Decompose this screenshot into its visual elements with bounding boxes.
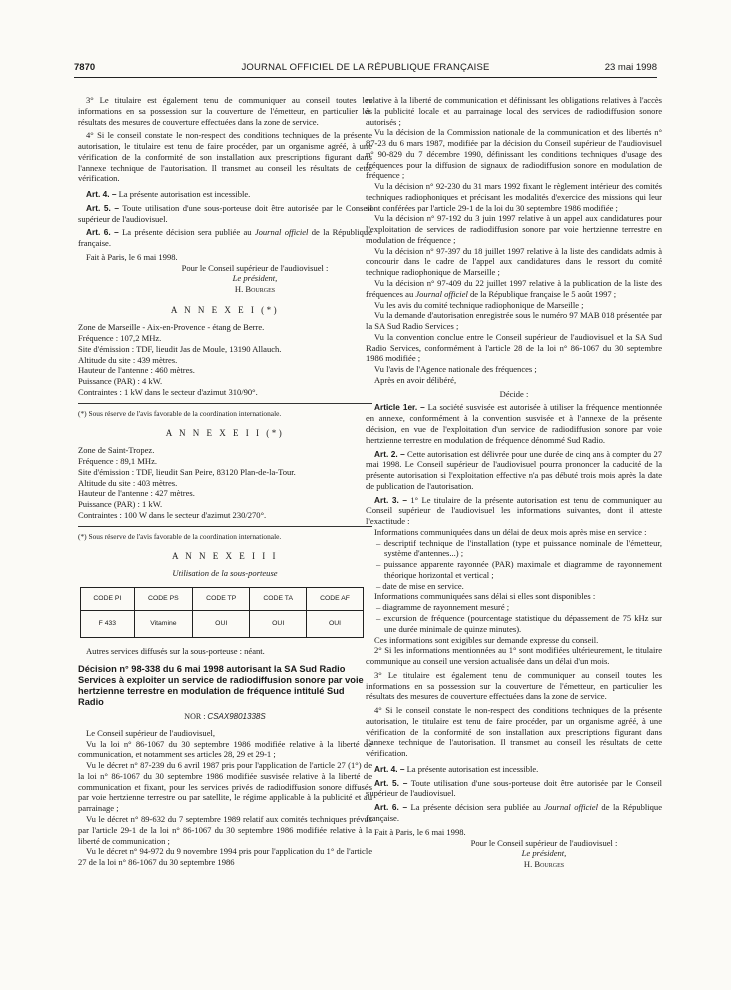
annexe-line: Hauteur de l'antenne : 427 mètres.: [78, 488, 195, 499]
paragraph: Vu l'avis de l'Agence nationale des fréquences ;: [374, 364, 537, 375]
paragraph: Informations communiquées sans délai si elles sont disponibles :: [374, 591, 596, 602]
table-header: CODE TP: [193, 588, 250, 611]
article-label: Article 1er. –: [374, 402, 425, 413]
paragraph: Ces informations sont exigibles sur demande expresse du conseil.: [374, 634, 599, 645]
table-header: CODE PI: [81, 588, 135, 611]
paragraph: Vu la décision de la Commission nationale de la communication et des libertés n° 87-23 du 6 mars 1987, modifiée par la décision du Conseil supérieur de l'audiovisuel n° 90-829 du 7 décembre 1990, définissant les conditions techniques d'usage des fréquences pour la diffusion de signaux de radiodiffusion sonore en modulation de fréquence ;: [366, 127, 662, 181]
article-text: Cette autorisation est délivrée pour une durée de cinq ans à compter du 27 mai 1998. Le Conseil supérieur de l'audiovisuel pourra prononcer la caducité de la présente autorisation si l'exploitation effective n'a pas débuté trois mois après la date de publication de l'autorisation.: [366, 448, 663, 491]
annexe-line: Zone de Saint-Tropez.: [78, 445, 155, 456]
annexe-line: Fréquence : 89,1 MHz.: [78, 456, 158, 467]
paragraph: 3° Le titulaire est également tenu de communiquer au conseil toutes les informations en sa possession sur la couverture de l'émetteur, en particulier les résultats des mesures de couverture effectuées dans la zone de service.: [366, 669, 662, 702]
paragraph: Vu le décret n° 89-632 du 7 septembre 1989 relatif aux comités techniques prévus par l'article 29-1 de la loi n° 86-1067 du 30 septembre 1986 modifiée relative à la liberté de communication ;: [78, 813, 372, 846]
paragraph: Vu la décision n° 92-230 du 31 mars 1992 fixant le règlement intérieur des comités techniques radiophoniques et précisant les modalités d'exercice des missions qui leur sont conférées par l'article 29-1 de la loi du 30 septembre 1986 modifiée ;: [366, 181, 662, 213]
paragraph: Vu la loi n° 86-1067 du 30 septembre 1986 modifiée relative à la liberté de communication, et notamment ses articles 28, 29 et 29-1 ;: [78, 738, 372, 760]
signature-for: Pour le Conseil supérieur de l'audiovisuel :: [181, 262, 329, 273]
list-item: – diagramme de rayonnement mesuré ;: [376, 602, 510, 613]
list-item: – date de mise en service.: [376, 580, 464, 591]
paragraph: Vu le décret n° 87-239 du 6 avril 1987 pris pour l'application de l'article 27 (1°) de la loi n° 86-1067 du 30 septembre 1986 modifiée susvisée relative à la liberté de communication et fixant, pour les services privés de radiodiffusion sonore diffusés par voie hertzienne terrestre ou par satellite, le régime applicable à la publicité et au parrainage ;: [78, 760, 372, 814]
table-cell: F 433: [81, 611, 135, 638]
left-column: [78, 95, 372, 868]
other-services: Autres services diffusés sur la sous-porteuse : néant.: [86, 646, 265, 657]
page-header: [74, 62, 657, 76]
list-item: – excursion de fréquence (pourcentage statistique du dépassement de 75 kHz sur une durée minimale de quinze minutes).: [376, 612, 662, 634]
signature-name: H. Bourges: [234, 284, 276, 295]
paragraph: Le Conseil supérieur de l'audiovisuel,: [86, 727, 216, 738]
article-text: Toute utilisation d'une sous-porteuse doit être autorisée par le Conseil supérieur de l'audiovisuel.: [366, 777, 662, 799]
annexe-line: Site d'émission : TDF, lieudit San Peire, 83120 Plan-de-la-Tour.: [78, 466, 296, 477]
journal-reference: Journal officiel: [415, 288, 468, 299]
article-label: Art. 2. –: [374, 448, 405, 459]
article-4: [78, 189, 372, 200]
article-label: Art. 5. –: [86, 202, 120, 213]
paragraph: Vu les avis du comité technique radiophonique de Marseille ;: [374, 299, 584, 310]
table-header: CODE TA: [250, 588, 307, 611]
paragraph: 4° Si le conseil constate le non-respect des conditions techniques de la présente autorisation, le titulaire est tenu de faire procéder, par un organisme agréé, à une vérification de la conformité de son installation aux prescriptions figurant dans l'annexe technique de l'autorisation. Il transmet au conseil les résultats de cette vérification.: [78, 130, 372, 184]
decision-title: Décision n° 98-338 du 6 mai 1998 autorisant la SA Sud Radio Services à exploiter un service de radiodiffusion sonore par voie hertzienne terrestre en modulation de fréquence intitulé Sud Radio: [78, 663, 364, 707]
paragraph: 4° Si le conseil constate le non-respect des conditions techniques de la présente autorisation, le titulaire est tenu de faire procéder, par un organisme agréé, à une vérification de la conformité de son installation aux prescriptions figurant dans l'annexe technique de l'autorisation. Il transmet au conseil les résultats de cette vérification.: [366, 705, 662, 759]
right-column: [366, 95, 662, 870]
article-text: Toute utilisation d'une sous-porteuse doit être autorisée par le Conseil supérieur de l'audiovisuel.: [78, 202, 373, 224]
article-4: [366, 764, 662, 775]
table-cell: OUI: [306, 611, 363, 638]
text: Vu la décision n° 97-409 du 22 juillet 1997 relative à la publication de la liste des fréquences au: [366, 278, 662, 299]
place-date: Fait à Paris, le 6 mai 1998.: [374, 826, 466, 837]
article-text: La société susvisée est autorisée à utiliser la fréquence mentionnée en annexe, conformément à la convention susvisée et à l'annexe de la présente décision, en vue de l'exploitation d'un service de radiodiffusion sonore par voie hertzienne terrestre en modulation de fréquence dénommé Sud Radio.: [366, 402, 662, 445]
paragraph: Après en avoir délibéré,: [374, 374, 457, 385]
paragraph: Vu la décision n° 97-397 du 18 juillet 1997 relative à la liste des candidats admis à concourir dans le cadre de l'appel aux candidatures dans le ressort du comité technique radiophonique de Marseille ;: [366, 245, 662, 278]
article-label: Art. 5. –: [374, 777, 408, 788]
article-text: La présente décision sera publiée au: [407, 802, 545, 813]
table-header-row: [81, 588, 364, 611]
list-item: – puissance apparente rayonnée (PAR) maximale et diagramme de rayonnement théorique horizontal et vertical ;: [376, 559, 662, 580]
annexe-line: Fréquence : 107,2 MHz.: [78, 333, 162, 344]
article-text: La présente autorisation est incessible.: [116, 189, 251, 200]
article-text: de la République française.: [78, 227, 372, 249]
header-rule: [74, 77, 657, 78]
paragraph: Vu le décret n° 94-972 du 9 novembre 1994 pris pour l'application du 1° de l'article 27 de la loi n° 86-1067 du 30 septembre 1986: [78, 846, 372, 868]
article-text: de la République française.: [366, 802, 662, 823]
article-label: Art. 4. –: [86, 189, 117, 200]
paragraph: Vu la convention conclue entre le Conseil supérieur de l'audiovisuel et la SA Sud Radio Services, conformément à l'article 28 de la loi n° 86-1067 du 30 septembre 1986 modifiée ;: [366, 331, 662, 364]
annexe-2-title: A N N E X E I I (*): [165, 428, 285, 439]
nor-label: NOR :: [184, 711, 208, 721]
table-row: [81, 611, 364, 638]
article-label: Art. 3. –: [374, 494, 407, 505]
article-5: [366, 778, 662, 800]
annexe-line: Puissance (PAR) : 4 kW.: [78, 376, 163, 387]
journal-reference: Journal officiel: [544, 802, 598, 813]
article-text: 1° Le titulaire de la présente autorisation est tenu de communiquer au Conseil supérieur de l'audiovisuel les informations suivantes, dont il atteste l'exactitude :: [366, 494, 662, 527]
nor-code: CSAX9801338S: [207, 711, 266, 721]
annexe-line: Contraintes : 100 W dans le secteur d'azimut 230/270°.: [78, 509, 267, 520]
article-label: Art. 6. –: [374, 802, 408, 813]
paragraph: 3° Le titulaire est également tenu de communiquer au conseil toutes les informations en sa possession sur la couverture de l'émetteur, en particulier les résultats des mesures de couverture effectuées dans la zone de service.: [78, 95, 372, 127]
text: de la République française le 5 août 1997 ;: [467, 288, 617, 299]
nor-reference: [78, 712, 372, 722]
annexe-line: Puissance (PAR) : 1 kW.: [78, 499, 163, 510]
annexe-line: Contraintes : 1 kW dans le secteur d'azimut 310/90°.: [78, 386, 258, 397]
annexe-line: Site d'émission : TDF, lieudit Jas de Moule, 13190 Allauch.: [78, 343, 282, 354]
paragraph: Vu la demande d'autorisation enregistrée sous le numéro 97 MAB 018 présentée par la SA Sud Radio Services ;: [366, 310, 662, 332]
table-cell: Vitamine: [134, 611, 192, 638]
article-text: La présente décision sera publiée au: [118, 227, 255, 238]
issue-date: 23 mai 1998: [604, 62, 657, 73]
annexe-line: Hauteur de l'antenne : 460 mètres.: [78, 365, 195, 376]
decide-heading: Décide :: [499, 388, 529, 399]
article-2: [366, 449, 662, 492]
table-header: CODE PS: [134, 588, 192, 611]
paragraph: Informations communiquées dans un délai de deux mois après mise en service :: [374, 526, 647, 537]
divider: [78, 403, 372, 404]
annexe-line: Altitude du site : 439 mètres.: [78, 354, 178, 365]
article-1: [366, 402, 662, 445]
table-cell: OUI: [250, 611, 307, 638]
signature-name: H. Bourges: [523, 859, 565, 870]
subcarrier-codes-table: [80, 587, 364, 638]
paragraph: 2° Si les informations mentionnées au 1° sont modifiées ultérieurement, le titulaire communique au conseil une version actualisée dans un délai d'un mois.: [366, 645, 662, 667]
signature-for: Pour le Conseil supérieur de l'audiovisuel :: [470, 837, 618, 848]
page-number: 7870: [74, 62, 96, 73]
signature-role: Le président,: [521, 848, 567, 859]
place-date: Fait à Paris, le 6 mai 1998.: [86, 251, 178, 262]
article-3: [366, 495, 662, 527]
article-5: [78, 203, 372, 225]
list-item: – descriptif technique de l'installation (type et puissance nominale de l'émetteur, système d'antennes...) ;: [376, 537, 662, 559]
paragraph: relative à la liberté de communication et définissant les obligations relatives à l'accès à la publicité locale et au parrainage local des services de radiodiffusion sonore autorisés ;: [366, 95, 662, 127]
annexe-3-subtitle: Utilisation de la sous-porteuse: [172, 568, 278, 579]
annexe-line: Zone de Marseille - Aix-en-Provence - étang de Berre.: [78, 322, 265, 333]
journal-title: JOURNAL OFFICIEL DE LA RÉPUBLIQUE FRANÇAISE: [241, 62, 490, 73]
article-text: La présente autorisation est incessible.: [404, 763, 539, 774]
divider: [78, 526, 372, 527]
journal-reference: Journal officiel: [254, 227, 309, 238]
footnote: (*) Sous réserve de l'avis favorable de la coordination internationale.: [78, 408, 282, 418]
annexe-3-title: A N N E X E I I I: [172, 551, 278, 562]
paragraph: Vu la décision n° 97-192 du 3 juin 1997 relative à un appel aux candidatures pour l'exploitation de services de radiodiffusion sonore par voie hertzienne terrestre en modulation de fréquence ;: [366, 213, 662, 245]
annexe-line: Altitude du site : 403 mètres.: [78, 477, 178, 488]
article-label: Art. 6. –: [86, 227, 119, 238]
table-cell: OUI: [193, 611, 250, 638]
article-label: Art. 4. –: [374, 763, 405, 774]
footnote: (*) Sous réserve de l'avis favorable de la coordination internationale.: [78, 531, 282, 541]
paragraph: [366, 278, 662, 300]
article-6: [78, 227, 372, 249]
annexe-1-title: A N N E X E I (*): [170, 305, 280, 316]
table-header: CODE AF: [306, 588, 363, 611]
article-6: [366, 802, 662, 824]
signature-role: Le président,: [232, 273, 278, 284]
